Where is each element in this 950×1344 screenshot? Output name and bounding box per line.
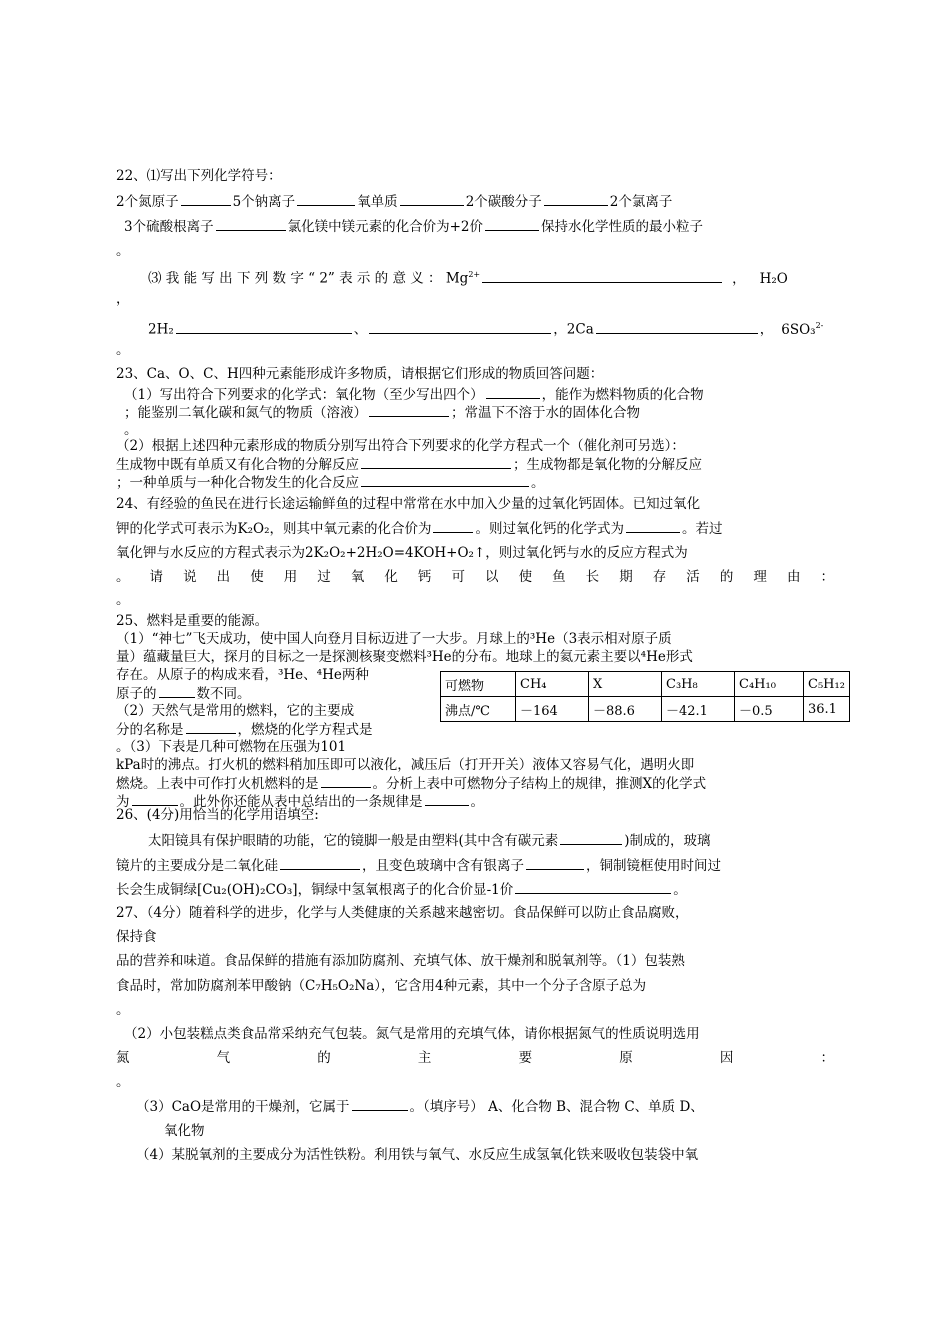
table-cell: C₄H₁₀ — [735, 672, 804, 697]
q22-period: 。 — [116, 243, 130, 259]
answer-blank[interactable] — [482, 268, 722, 283]
answer-blank[interactable] — [369, 402, 449, 417]
table-cell: CH₄ — [516, 672, 589, 697]
q27-line1: 27、（4分）随着科学的进步，化学与人类健康的关系越来越密切。食品保鲜可以防止食品腐败， — [116, 905, 689, 921]
table-cell: 可燃物 — [441, 672, 516, 697]
q27-line10: 氧化物 — [164, 1123, 205, 1139]
q26-line2: 镜片的主要成分是二氧化硅 ，且变色玻璃中含有银离子 ，铜制镜框使用时间过 — [116, 855, 721, 876]
answer-blank[interactable] — [433, 518, 473, 533]
answer-blank[interactable] — [626, 518, 680, 533]
answer-blank[interactable] — [321, 773, 371, 788]
table-cell: 沸点/℃ — [441, 697, 516, 722]
q22-period: 。 — [116, 342, 130, 358]
q25-line4: 原子的 数不同。 — [116, 683, 251, 704]
answer-blank[interactable] — [369, 319, 551, 334]
q24-line1: 24、有经验的鱼民在进行长途运输鲜鱼的过程中常常在水中加入少量的过氧化钙固体。已知过氧化 — [116, 496, 701, 512]
q27-line7: 氮 气 的 主 要 原 因 ： — [116, 1050, 834, 1066]
answer-blank[interactable] — [132, 791, 178, 806]
answer-blank[interactable] — [361, 472, 529, 487]
q27-line3: 品的营养和味道。食品保鲜的措施有添加防腐剂、充填气体、放干燥剂和脱氧剂等。（1）包装熟 — [116, 953, 685, 969]
q25-title: 25、燃料是重要的能源。 — [116, 613, 269, 629]
q23-p1-end: 。 — [124, 422, 138, 438]
q25-line10: 为 。此外你还能从表中总结出的一条规律是 。 — [116, 791, 484, 812]
answer-blank[interactable] — [280, 855, 360, 870]
q23-p2-line3: ；一种单质与一种化合物发生的化合反应 。 — [116, 472, 545, 493]
q25-line5: （2）天然气是常用的燃料，它的主要成 — [116, 703, 355, 719]
answer-blank[interactable] — [181, 191, 231, 206]
table-cell: C₅H₁₂ — [804, 672, 850, 697]
answer-blank[interactable] — [297, 191, 355, 206]
answer-blank[interactable] — [400, 191, 464, 206]
answer-blank[interactable] — [361, 454, 511, 469]
q23-p2-line1: （2）根据上述四种元素形成的物质分别写出符合下列要求的化学方程式一个（催化剂可另选）： — [116, 438, 685, 454]
table-cell: －164 — [516, 697, 589, 722]
q27-line4: 食品时，常加防腐剂苯甲酸钠（C₇H₅O₂Na），它含用4种元素，其中一个分子含原子总为 — [116, 978, 647, 994]
boiling-point-table — [440, 671, 850, 722]
answer-blank[interactable] — [186, 719, 236, 734]
answer-blank[interactable] — [485, 216, 539, 231]
q24-line4: 。 请 说 出 使 用 过 氧 化 钙 可 以 使 鱼 长 期 存 活 的 理 由 ： — [116, 569, 834, 585]
q23-p2-line2: 生成物中既有单质又有化合物的分解反应 ；生成物都是氧化物的分解反应 — [116, 454, 702, 475]
q22-line2: 3个硫酸根离子 氯化镁中镁元素的化合价为+2价 保持水化学性质的最小粒子 — [124, 216, 703, 237]
q27-line11: （4）某脱氧剂的主要成分为活性铁粉。利用铁与氧气、水反应生成氢氧化铁来吸收包装袋中氧 — [136, 1147, 699, 1163]
q25-line9: 燃烧。上表中可作打火机燃料的是 。分析上表中可燃物分子结构上的规律，推测X的化学式 — [116, 773, 706, 794]
q27-line5: 。 — [116, 1002, 130, 1018]
q27-line2: 保持食 — [116, 929, 157, 945]
q25-line3: 存在。从原子的构成来看，³He、⁴He两种 — [116, 667, 369, 683]
answer-blank[interactable] — [216, 216, 286, 231]
table-cell: －42.1 — [662, 697, 735, 722]
answer-blank[interactable] — [486, 384, 540, 399]
answer-blank[interactable] — [560, 830, 622, 845]
table-cell: －0.5 — [735, 697, 804, 722]
q27-line6: （2）小包装糕点类食品常采纳充气包装。氮气是常用的充填气体，请你根据氮气的性质说明选用 — [124, 1026, 700, 1042]
answer-blank[interactable] — [526, 855, 584, 870]
q22-line4: 2H₂ 、 ，2Ca ， 6SO₃$^{2-}$ — [148, 316, 823, 340]
q22-comma: ， — [116, 291, 130, 307]
q25-line8: kPa时的沸点。打火机的燃料稍加压即可以液化，减压后（打开开关）液体又容易气化，遇明火即 — [116, 757, 695, 773]
q25-line1: （1）“神七”飞天成功，使中国人向登月目标迈进了一大步。月球上的³He（3表示相对原子质 — [116, 631, 672, 647]
q24-line2: 钾的化学式可表示为K₂O₂，则其中氧元素的化合价为 。则过氧化钙的化学式为 。若过 — [116, 518, 722, 539]
answer-blank[interactable] — [176, 319, 352, 334]
q27-line8: 。 — [116, 1074, 130, 1090]
q26-line1: 太阳镜具有保护眼睛的功能，它的镜脚一般是由塑料(其中含有碳元素 )制成的，玻璃 — [148, 830, 711, 851]
q24-line3: 氧化钾与水反应的方程式表示为2K₂O₂+2H₂O=4KOH+O₂↑，则过氧化钙与水的反应方程式为 — [116, 545, 688, 561]
q25-line2: 量）蕴藏量巨大，探月的目标之一是探测核聚变燃料³He的分布。地球上的氦元素主要以⁴He形式 — [116, 649, 693, 665]
answer-blank[interactable] — [159, 683, 195, 698]
q22-line3: ⑶ 我 能 写 出 下 列 数 字 “ 2” 表 示 的 意 义 ： $Mg^{2+}$ ， H₂O — [148, 265, 788, 289]
q27-line9: （3）CaO是常用的干燥剂，它属于 。（填序号） A、化合物 B、混合物 C、单质 D、 — [136, 1096, 704, 1117]
q23-title: 23、Ca、O、C、H四种元素能形成许多物质，请根据它们形成的物质回答问题： — [116, 366, 604, 382]
q26-title: 26、(4分)用恰当的化学用语填空: — [116, 807, 319, 823]
table-cell: 36.1 — [804, 697, 850, 722]
q23-p1-line1: （1）写出符合下列要求的化学式：氧化物（至少写出四个） ，能作为燃料物质的化合物 — [124, 384, 704, 405]
q22-line1: 2个氮原子 5个钠离子 氧单质 2个碳酸分子 2个氯离子 — [116, 191, 672, 212]
answer-blank[interactable] — [596, 319, 758, 334]
table-row — [441, 697, 850, 722]
q25-line6: 分的名称是 ，燃烧的化学方程式是 — [116, 719, 373, 740]
q26-line3: 长会生成铜绿[Cu₂(OH)₂CO₃]，铜绿中氢氧根离子的化合价显-1价 。 — [116, 879, 687, 900]
answer-blank[interactable] — [544, 191, 608, 206]
q25-line7: 。（3）下表是几种可燃物在压强为101 — [116, 739, 347, 755]
table-cell: －88.6 — [589, 697, 662, 722]
q24-line5: 。 — [116, 592, 130, 608]
answer-blank[interactable] — [425, 791, 469, 806]
table-header-row — [441, 672, 850, 697]
table-cell: C₃H₈ — [662, 672, 735, 697]
answer-blank[interactable] — [352, 1096, 408, 1111]
table-cell: X — [589, 672, 662, 697]
q23-p1-line2: ；能鉴别二氧化碳和氮气的物质（溶液） ；常温下不溶于水的固体化合物 — [124, 402, 640, 423]
answer-blank[interactable] — [515, 879, 671, 894]
q22-title: 22、⑴写出下列化学符号： — [116, 168, 282, 184]
